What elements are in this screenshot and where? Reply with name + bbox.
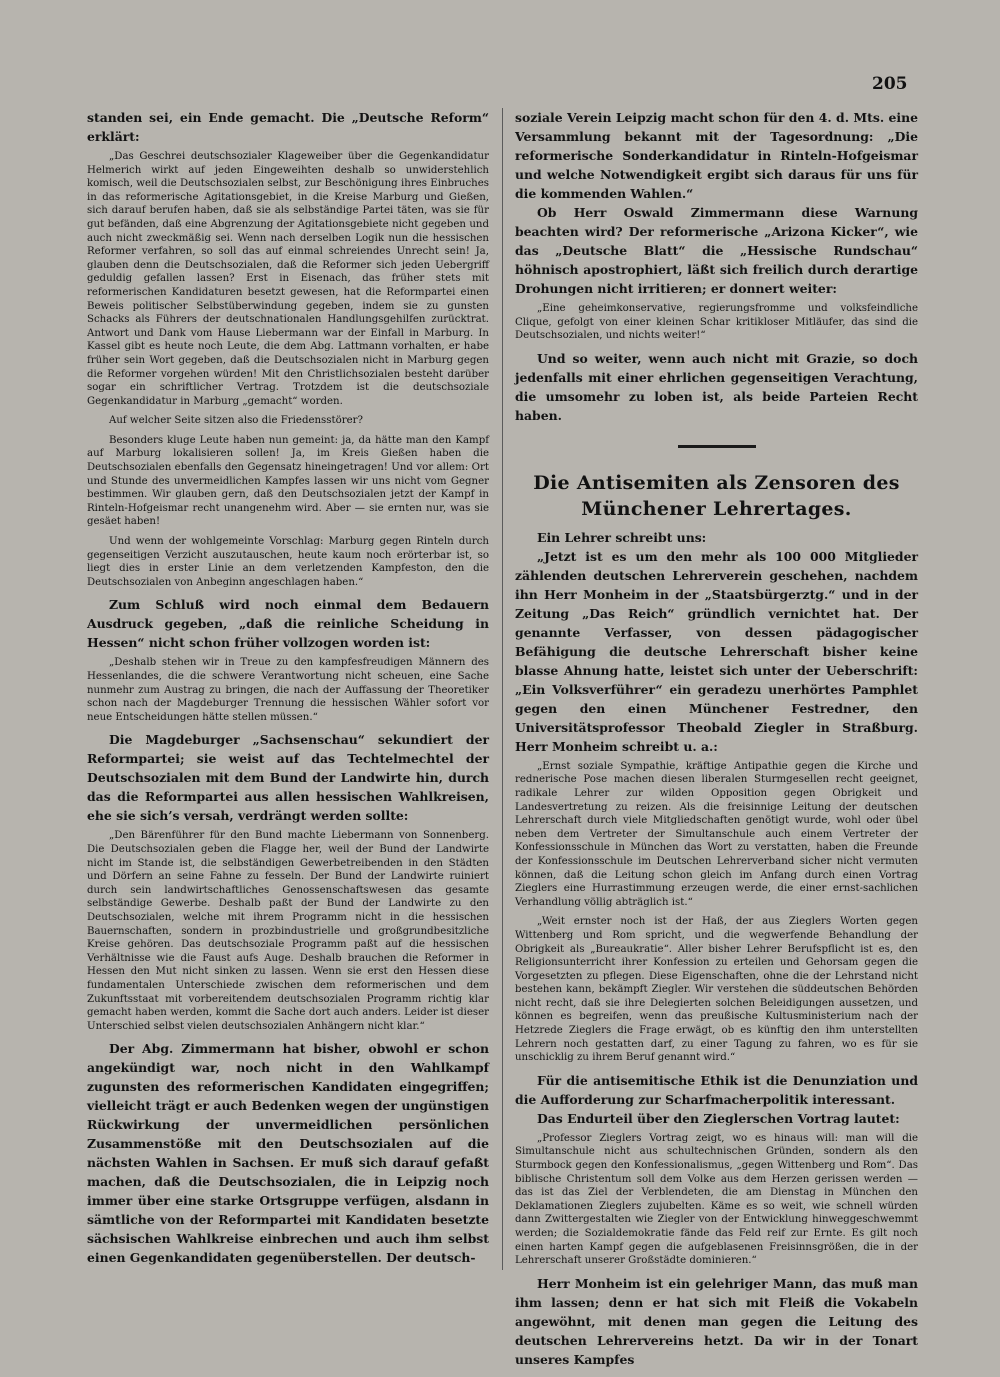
body-paragraph: Und so weiter, wenn auch nicht mit Grazie, so doch jedenfalls mit einer ehrlichen gegenseitigen Verachtung, die umsomehr zu loben ist, als beide Parteien Recht haben.: [515, 350, 918, 423]
quoted-passage: „Professor Zieglers Vortrag zeigt, wo es hinaus will: man will die Simultanschule nicht aus schultechnischen Gründen, sondern als den Sturmbock gegen den Konfessionalismus, „gegen Wittenberg und Rom“. Das biblische Christentum soll dem Volke aus dem Herzen gerissen werden — das ist das Ziel der Verblendeten, die am Dienstag in München den Deklamationen Zieglers zujubelten. Käme es so weit, wie schnell würden dann Zwittergestalten wie Ziegler von der Entwicklung hinweggeschwemmt werden; die Sozialdemokratie fände das Feld reif zur Ernte. Es gilt noch einen harten Kampf gegen die aufgeblasenen Freisinnsgrößen, die in der Lehrerschaft unserer Großstädte dominieren.“: [515, 1132, 918, 1267]
body-paragraph: Für die antisemitische Ethik ist die Denunziation und die Aufforderung zur Scharfmacherpolitik interessant.: [515, 1072, 918, 1107]
page-number: 205: [872, 74, 908, 94]
quoted-passage: „Deshalb stehen wir in Treue zu den kampfesfreudigen Männern des Hessenlandes, die die schwere Verantwortung nicht scheuen, eine Sache nunmehr zum Austrag zu bringen, die nach der Auffassung der Theoretiker schon nach der Magdeburger Trennung die hessischen Wähler sofort vor neue Entscheidungen hätte stellen müssen.“: [87, 657, 489, 723]
quoted-passage: Auf welcher Seite sitzen also die Friedensstörer?: [109, 415, 363, 427]
section-heading: Die Antisemiten als Zensoren des Münchener Lehrertages.: [533, 471, 900, 520]
body-paragraph: „Jetzt ist es um den mehr als 100 000 Mitglieder zählenden deutschen Lehrerverein geschehen, nachdem ihn Herr Monheim in der „Staatsbürgerztg.“ und in der Zeitung „Das Reich“ gründlich vernichtet hat. Der genannte Verfasser, von dessen pädagogischer Befähigung die deutsche Lehrerschaft bisher keine blasse Ahnung hatte, leistet sich unter der Ueberschrift: „Ein Volksverführer“ ein geradezu unerhörtes Pamphlet gegen den einen Münchener Festredner, den Universitätsprofessor Theobald Ziegler in Straßburg. Herr Monheim schreibt u. a.:: [515, 548, 918, 754]
body-paragraph: Ob Herr Oswald Zimmermann diese Warnung beachten wird? Der reformerische „Arizona Kicker“, wie das „Deutsche Blatt“ die „Hessische Rundschau“ höhnisch apostrophiert, läßt sich freilich durch derartige Drohungen nicht irritieren; er donnert weiter:: [515, 205, 918, 296]
column-divider: [502, 108, 503, 1270]
section-divider: [678, 445, 756, 448]
quoted-passage: „Den Bärenführer für den Bund machte Liebermann von Sonnenberg. Die Deutschsozialen geben die Flagge her, weil der Bund der Landwirte nicht im Stande ist, die selbständigen Gewerbetreibenden in den Städten und Dörfern an seine Fahne zu fesseln. Der Bund der Landwirte ruiniert durch sein landwirtschaftliches Genossenschaftswesen das gesamte selbständige Gewerbe. Deshalb paßt der Bund der Landwirte zu den Deutschsozialen, welche mit ihrem Programm nicht in die hessischen Bauernschaften, sondern in prozbindustrielle und großgrundbesitzliche Kreise gehören. Das deutschsoziale Programm paßt auf die hessischen Verhältnisse wie die Faust aufs Auge. Deshalb brauchen die Reformer in Hessen den Mut nicht sinken zu lassen. Wenn sie erst den Hessen diese fundamentalen Unterschiede zwischen dem reformerischen und dem Zukunftsstaat mit vorbereitendem deutschsozialen Programm richtig klar gemacht haben werden, kommt die Sache dort auch anders. Leider ist dieser Unterschied selbst vielen deutschsozialen Anhängern nicht klar.“: [87, 830, 489, 1032]
right-column: [515, 108, 918, 1369]
quoted-passage: „Eine geheimkonservative, regierungsfromme und volksfeindliche Clique, gefolgt von einer kleinen Schar kritikloser Mitläufer, das sind die Deutschsozialen, und nichts weiter!“: [515, 303, 918, 342]
body-paragraph: Zum Schluß wird noch einmal dem Bedauern Ausdruck gegeben, „daß die reinliche Scheidung in Hessen“ nicht schon früher vollzogen worden ist:: [87, 597, 489, 651]
body-paragraph: Herr Monheim ist ein gelehriger Mann, das muß man ihm lassen; denn er hat sich mit Fleiß die Vokabeln angewöhnt, mit denen man gegen die Leitung des deutschen Lehrervereins hetzt. Da wir in der Tonart unseres Kampfes: [515, 1275, 918, 1367]
body-paragraph: standen sei, ein Ende gemacht. Die „Deutsche Reform“ erklärt:: [87, 110, 489, 144]
quoted-passage: „Weit ernster noch ist der Haß, der aus Zieglers Worten gegen Wittenberg und Rom spricht, und die wegwerfende Behandlung der Obrigkeit als „Bureaukratie“. Aller bisher Lehrer Berufspflicht ist es, den Religionsunterricht ihrer Konfession zu erteilen und Gehorsam gegen die Vorgesetzten zu pflegen. Diese Eigenschaften, ohne die der Lehrstand nicht bestehen kann, bekämpft Ziegler. Wir verstehen die süddeutschen Behörden nicht recht, daß sie ihre Delegierten solchen Beleidigungen aussetzen, und können es begreifen, wenn das preußische Kultusministerium nach der Hetzrede Zieglers die Frage erwägt, ob es künftig den ihm unterstellten Lehrern noch gestatten darf, zu einer Tagung zu fahren, wo es für sie unschicklig zu ihrem Beruf genannt wird.“: [515, 916, 918, 1064]
quoted-passage: „Das Geschrei deutschsozialer Klageweiber über die Gegenkandidatur Helmerich wirkt auf jeden Eingeweihten deshalb so unwiderstehlich komisch, weil die Deutschsozialen selbst, zur Beschönigung ihres Einbruches in das reformerische Agitationsgebiet, in die Kreise Marburg und Gießen, sich darauf berufen haben, daß sie als selbständige Partei täten, was sie für gut befänden, daß eine Abgrenzung der Agitationsgebiete nicht gegeben und auch nicht zweckmäßig sei. Wenn nach derselben Logik nun die hessischen Reformer verfahren, so soll das auf einmal schreiendes Unrecht sein! Ja, glauben denn die Deutschsozialen, daß die Reformer sich jeden Uebergriff geduldig gefallen lassen? Erst in Eisenach, das früher stets mit reformerischen Kandidaturen besetzt gewesen, hat die Reformpartei einen Beweis politischer Selbstüberwindung gegeben, indem sie zu gunsten Schacks als Führers der deutschnationalen Handlungsgehilfen zurücktrat. Antwort und Dank vom Hause Liebermann war der Einfall in Marburg. In Kassel gibt es heute noch Leute, die dem Abg. Lattmann vorhalten, er habe früher sein Wort gegeben, daß die Deutschsozialen nicht in Marburg gegen die Reformer vorgehen würden! Mit den Christlichsozialen besteht darüber sogar ein schriftlicher Vertrag. Trotzdem ist die deutschsoziale Gegenkandidatur in Marburg „gemacht“ worden.: [87, 151, 489, 407]
quoted-passage: „Ernst soziale Sympathie, kräftige Antipathie gegen die Kirche und rednerische Pose machen diesen liberalen Sturmgesellen recht geeignet, radikale Lehrer zur wilden Opposition gegen Obrigkeit und Landesvertretung zu reizen. Als die freisinnige Leitung der deutschen Lehrerschaft durch viele Mitgliedschaften genötigt wurde, wohl oder übel neben dem Vertreter der Simultanschule auch einem Vertreter der Konfessionsschule in München das Wort zu verstatten, haben die Freunde der Konfessionsschule im Deutschen Lehrerverband sicher nicht vermuten können, daß die Leitung schon gleich im Anfang durch einen Vortrag Zieglers eine Hurrastimmung erzeugen werde, die einer ernst-sachlichen Verhandlung völlig abträglich ist.“: [515, 760, 918, 908]
quoted-passage: Und wenn der wohlgemeinte Vorschlag: Marburg gegen Rinteln durch gegenseitigen Verzicht auszutauschen, heute kaum noch erörterbar ist, so liegt dies in erster Linie an dem verletzenden Kampfeston, den die Deutschsozialen von Anbeginn angeschlagen haben.“: [87, 536, 489, 588]
body-paragraph: soziale Verein Leipzig macht schon für den 4. d. Mts. eine Versammlung bekannt mit der Tagesordnung: „Die reformerische Sonderkandidatur in Rinteln-Hofgeismar und welche Notwendigkeit ergibt sich daraus für uns für die kommenden Wahlen.“: [515, 110, 918, 201]
body-paragraph: Das Endurteil über den Zieglerschen Vortrag lautet:: [537, 1110, 900, 1126]
body-paragraph: Die Magdeburger „Sachsenschau“ sekundiert der Reformpartei; sie weist auf das Techtelmechtel der Deutschsozialen mit dem Bund der Landwirte hin, durch das die Reformpartei aus allen hessischen Wahlkreisen, ehe sie sich’s versah, verdrängt werden sollte:: [87, 732, 489, 824]
body-paragraph: Ein Lehrer schreibt uns:: [537, 529, 707, 545]
body-paragraph: Der Abg. Zimmermann hat bisher, obwohl er schon angekündigt war, noch nicht in den Wahlkampf zugunsten des reformerischen Kandidaten eingegriffen; vielleicht trägt er auch Bedenken wegen der ungünstigen Rückwirkung der unvermeidlichen persönlichen Zusammenstöße mit den Deutschsozialen auf die nächsten Wahlen in Sachsen. Er muß sich darauf gefaßt machen, daß die Deutschsozialen, die in Leipzig noch immer über eine starke Ortsgruppe verfügen, alsdann in sämtliche von der Reformpartei mit Kandidaten besetzte sächsischen Wahlkreise einbrechen und auch ihm selbst einen Gegenkandidaten gegenüberstellen. Der deutsch-: [87, 1041, 489, 1266]
left-column: [87, 108, 489, 1267]
quoted-passage: Besonders kluge Leute haben nun gemeint: ja, da hätte man den Kampf auf Marburg lokalisieren sollen! Ja, im Kreis Gießen haben die Deutschsozialen ebenfalls den Gegensatz hineingetragen! Und vor allem: Ort und Stunde des unvermeidlichen Kampfes lassen wir uns nicht vom Gegner bestimmen. Wir glauben gern, daß den Deutschsozialen jetzt der Kampf in Rinteln-Hofgeismar recht unangenehm wird. Aber — sie ernten nur, was sie gesäet haben!: [87, 434, 489, 528]
